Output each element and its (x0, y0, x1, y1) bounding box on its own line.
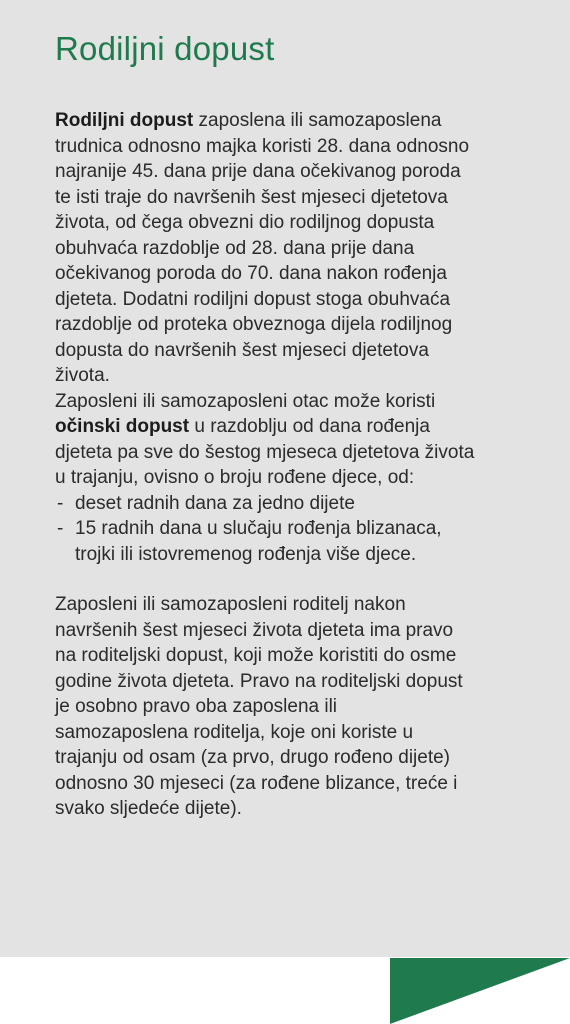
spacer (55, 567, 475, 592)
list-item-text: deset radnih dana za jedno dijete (75, 492, 355, 514)
maternity-text: zaposlena ili samozaposlena trudnica odnosno majka koristi 28. dana odnosno najranije 45. dana prije dana očekivanog poroda te isti traje do navršenih šest mjeseci djetetova života, od čega obvezni dio rodiljnog dopusta obuhvaća razdoblje od 28. dana prije dana očekivanog poroda do 70. dana nakon rođenja djeteta. Dodatni rodiljni dopust stoga obuhvaća razdoblje od proteka obveznoga dijela rodiljnog dopusta do navršenih šest mjeseci djetetova života. (55, 110, 470, 386)
paragraph-parental-leave: Zaposleni ili samozaposleni roditelj nakon navršenih šest mjeseci života djeteta ima pravo na roditeljski dopust, koji može koristiti do osme godine života djeteta. Pravo na roditeljski dopust je osobno pravo oba zaposlena ili samozaposlena roditelja, koje oni koriste u trajanju od osam (za prvo, drugo rođeno dijete) odnosno 30 mjeseci (za rođene blizance, treće i svako sljedeće dijete). (55, 594, 463, 819)
paternity-text-before: Zaposleni ili samozaposleni otac može koristi (55, 390, 436, 412)
paragraph-maternity-leave (55, 108, 475, 389)
paternity-text-after: u razdoblju od dana rođenja djeteta pa sve do šestog mjeseca djetetova života u trajanju, ovisno o broju rođene djece, od: (55, 416, 475, 488)
list-item-text: 15 radnih dana u slučaju rođenja blizanaca, trojki ili istovremenog rođenja više djece. (75, 518, 442, 565)
green-corner-decoration (390, 958, 570, 1024)
list-item (55, 516, 475, 567)
page-title: Rodiljni dopust (55, 30, 275, 67)
bold-paternity: očinski dopust (55, 416, 190, 437)
content (55, 30, 475, 822)
list-item (55, 491, 475, 517)
paragraph-paternity-leave (55, 389, 475, 491)
paternity-list (55, 491, 475, 568)
bold-lead-maternity: Rodiljni dopust (55, 110, 194, 131)
dash-bullet: - (57, 518, 64, 539)
dash-bullet: - (57, 492, 64, 514)
